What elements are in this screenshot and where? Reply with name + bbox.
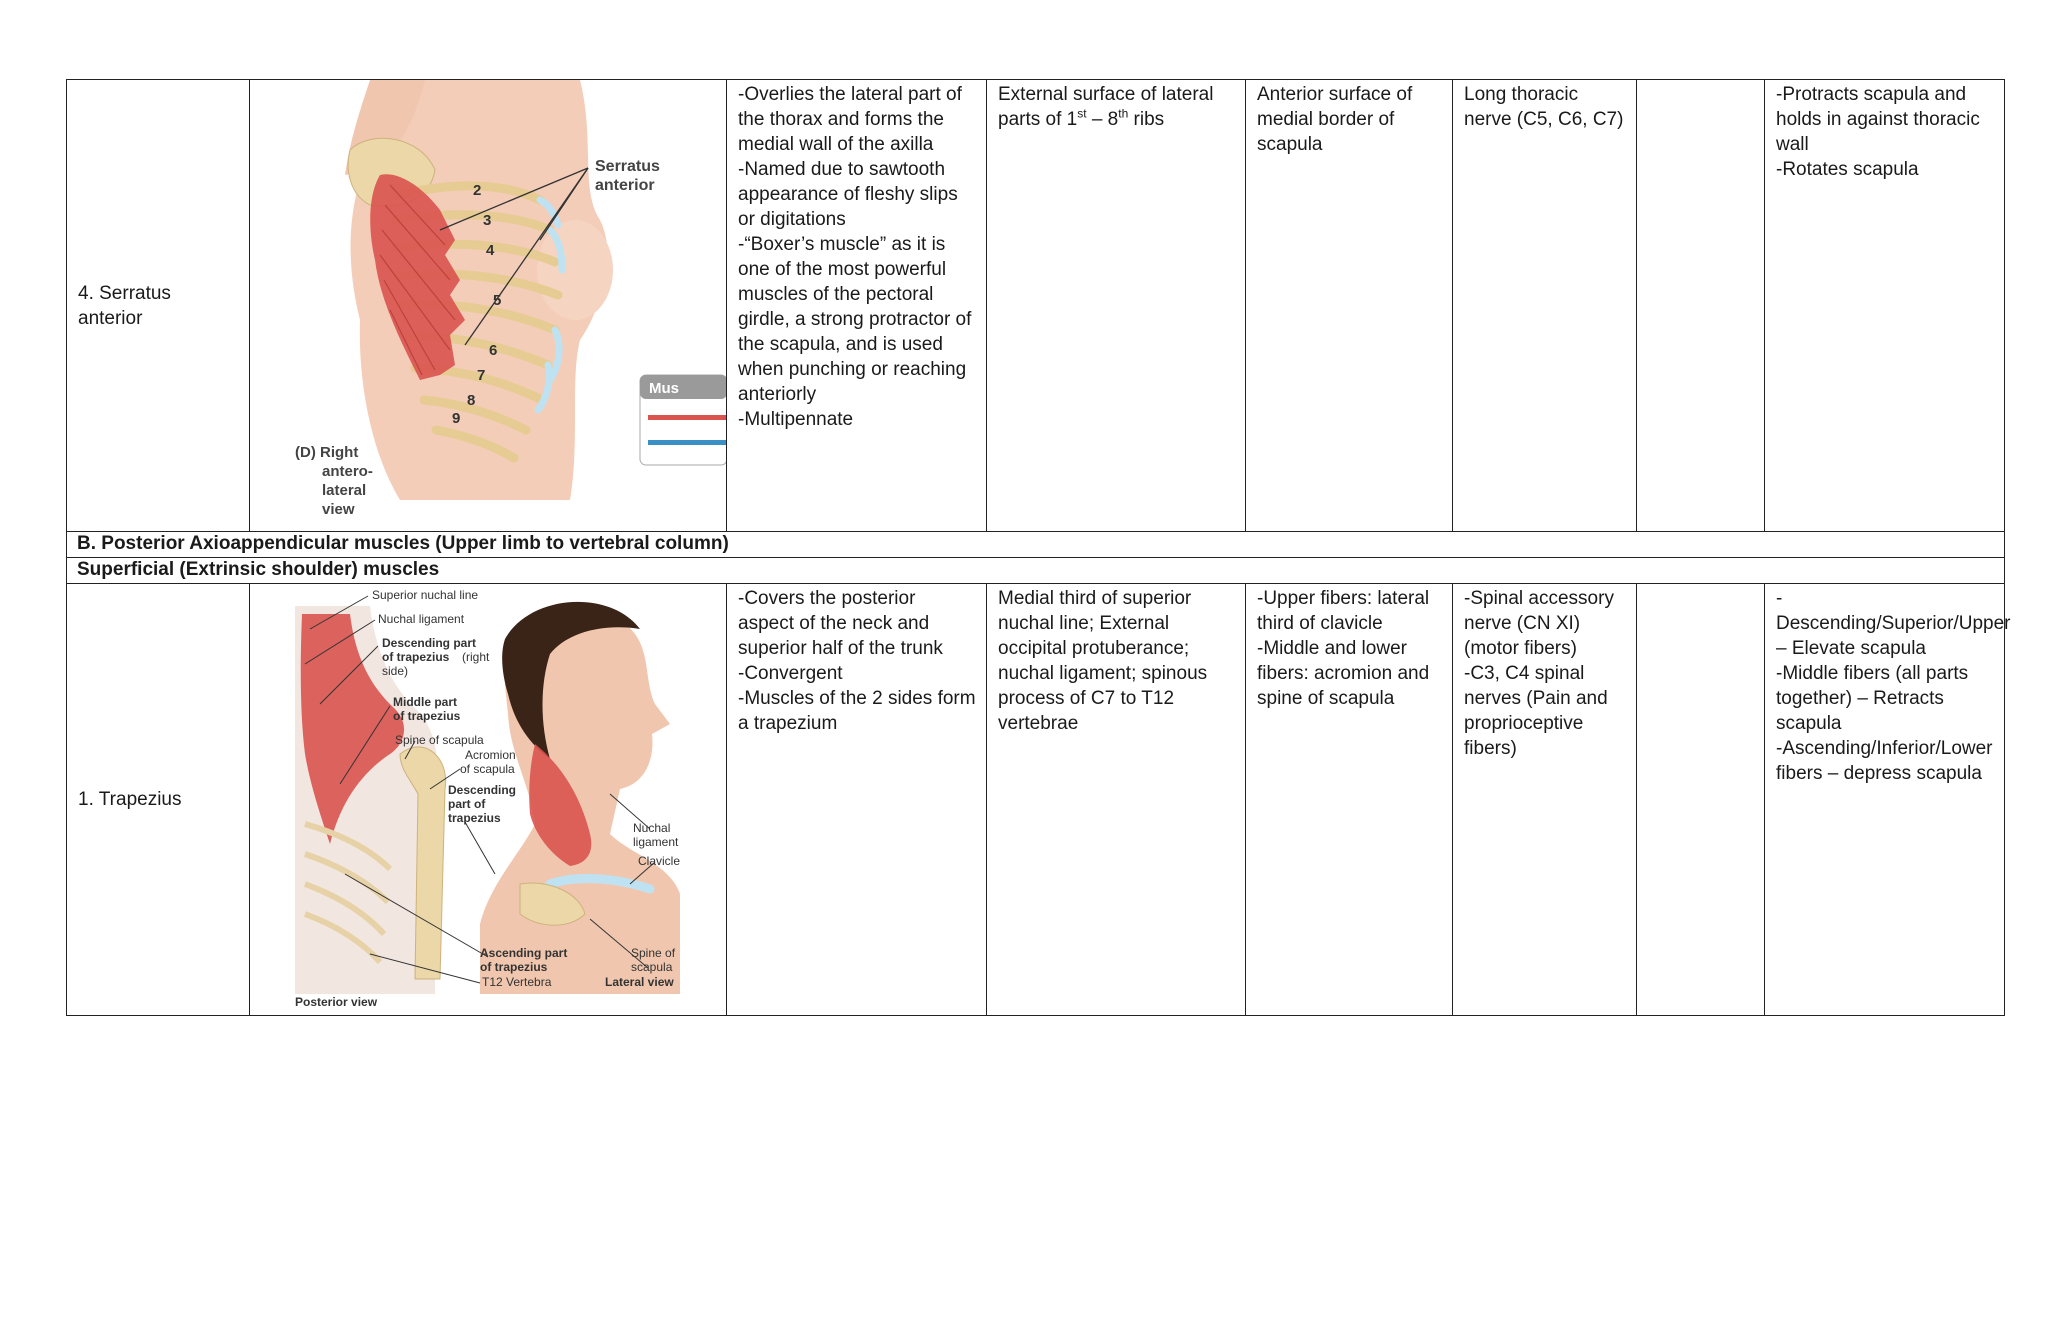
- innervation-line: -Spinal accessory nerve (CN XI) (motor fibers): [1464, 588, 1614, 659]
- insertion-line: -Middle and lower fibers: acromion and spine of scapula: [1257, 638, 1430, 709]
- description-line: -Convergent: [738, 663, 843, 684]
- label-descending-part-3: (right: [462, 650, 490, 664]
- label-nuchal2-1: Nuchal: [633, 821, 671, 835]
- label-middle-part-1: Middle part: [393, 695, 458, 709]
- trapezius-origin-cell: [987, 584, 1246, 1016]
- rib-number-5: 5: [493, 292, 502, 309]
- label-clavicle: Clavicle: [638, 854, 681, 868]
- description-line: -Covers the posterior aspect of the neck and superior half of the trunk: [738, 588, 943, 659]
- section-row: [67, 532, 2005, 558]
- label-t12: T12 Vertebra: [482, 975, 552, 989]
- label-descending2-2: part of: [448, 797, 486, 811]
- serratus-insertion-cell: [1246, 80, 1453, 532]
- description-line: -“Boxer’s muscle” as it is one of the most powerful muscles of the pectoral girdle, a strong protractor of the scapula, and is used when punching or reaching anteriorly: [738, 234, 972, 405]
- label-nuchal2-2: ligament: [633, 835, 679, 849]
- label-spine-of-scapula: Spine of scapula: [395, 733, 484, 747]
- serratus-origin-cell: [987, 80, 1246, 532]
- trapezius-figure: [250, 584, 727, 1015]
- table-row-serratus: [67, 80, 2005, 532]
- view-label-3: lateral: [322, 482, 367, 499]
- muscle-table: [66, 79, 2011, 1016]
- action-line: -Rotates scapula: [1776, 159, 1919, 180]
- label-posterior-view: Posterior view: [295, 995, 378, 1009]
- description-line: -Named due to sawtooth appearance of fleshy slips or digitations: [738, 159, 958, 230]
- innervation-line: -C3, C4 spinal nerves (Pain and proprioceptive fibers): [1464, 663, 1608, 759]
- trapezius-blank-cell: [1637, 584, 1765, 1016]
- rib-number-8: 8: [467, 392, 476, 409]
- legend-fragment-text: Mus: [649, 380, 679, 397]
- innervation-text: Long thoracic nerve (C5, C6, C7): [1464, 84, 1624, 130]
- serratus-innervation-cell: [1453, 80, 1637, 532]
- label-nuchal-ligament: Nuchal ligament: [378, 612, 465, 626]
- trapezius-figure-cell: [250, 584, 727, 1016]
- label-descending-part-4: side): [382, 664, 409, 678]
- serratus-callout-1: Serratus: [595, 158, 660, 175]
- action-line: -Descending/Superior/Upper – Elevate scapula: [1776, 588, 2011, 659]
- trapezius-description-cell: [727, 584, 987, 1016]
- description-line: -Muscles of the 2 sides form a trapezium: [738, 688, 976, 734]
- origin-text: Medial third of superior nuchal line; External occipital protuberance; nuchal ligament; spinous process of C7 to T12 vertebrae: [998, 588, 1208, 734]
- trapezius-insertion-cell: [1246, 584, 1453, 1016]
- label-acromion-2: of scapula: [460, 762, 515, 776]
- view-label-2: antero-: [322, 463, 373, 480]
- label-lateral-view: Lateral view: [605, 975, 674, 989]
- origin-sup: st: [1077, 106, 1087, 121]
- label-spine2-2: scapula: [631, 960, 673, 974]
- serratus-callout-2: anterior: [595, 177, 655, 194]
- action-line: -Ascending/Inferior/Lower fibers – depress scapula: [1776, 738, 1993, 784]
- trapezius-actions-cell: [1765, 584, 2011, 1016]
- description-line: -Overlies the lateral part of the thorax and forms the medial wall of the axilla: [738, 84, 962, 155]
- label-descending-part-1: Descending part: [382, 636, 477, 650]
- insertion-text: Anterior surface of medial border of scapula: [1257, 84, 1413, 155]
- label-ascending-2: of trapezius: [480, 960, 548, 974]
- description-line: -Multipennate: [738, 409, 854, 430]
- origin-text: External surface of lateral parts of 1: [998, 84, 1214, 130]
- section-b-title: B. Posterior Axioappendicular muscles (Upper limb to vertebral column): [67, 532, 2005, 558]
- muscle-name-cell: [67, 584, 250, 1016]
- origin-sup: th: [1118, 106, 1129, 121]
- rib-number-6: 6: [489, 342, 498, 359]
- label-spine2-1: Spine of: [631, 946, 676, 960]
- muscle-name: 4. Serratus anterior: [78, 282, 171, 329]
- action-line: -Middle fibers (all parts together) – Retracts scapula: [1776, 663, 1969, 734]
- label-superior-nuchal-line: Superior nuchal line: [372, 588, 479, 602]
- action-line: -Protracts scapula and holds in against thoracic wall: [1776, 84, 1980, 155]
- rib-number-7: 7: [477, 367, 486, 384]
- serratus-actions-cell: [1765, 80, 2005, 532]
- label-acromion-1: Acromion: [465, 748, 516, 762]
- label-descending2-3: trapezius: [448, 811, 501, 825]
- serratus-anterior-figure: [250, 80, 727, 531]
- rib-number-3: 3: [483, 212, 492, 229]
- rib-number-9: 9: [452, 410, 461, 427]
- view-label-1: (D) Right: [295, 444, 359, 461]
- serratus-figure-cell: [250, 80, 727, 532]
- serratus-blank-cell: [1637, 80, 1765, 532]
- breast: [537, 220, 613, 320]
- label-ascending-1: Ascending part: [480, 946, 568, 960]
- table-row-trapezius: [67, 584, 2005, 1016]
- origin-text: – 8: [1086, 109, 1119, 130]
- muscle-name: 1. Trapezius: [78, 789, 182, 810]
- legend-fragment: [640, 375, 727, 465]
- label-descending2-1: Descending: [448, 783, 517, 797]
- rib-number-4: 4: [486, 242, 495, 259]
- subsection-row: [67, 558, 2005, 584]
- label-descending-part-2: of trapezius: [382, 650, 450, 664]
- rib-number-2: 2: [473, 182, 482, 199]
- muscle-name-cell: [67, 80, 250, 532]
- trapezius-innervation-cell: [1453, 584, 1637, 1016]
- insertion-line: -Upper fibers: lateral third of clavicle: [1257, 588, 1430, 634]
- subsection-title: Superficial (Extrinsic shoulder) muscles: [67, 558, 2005, 584]
- serratus-description-cell: [727, 80, 987, 532]
- origin-text: ribs: [1128, 109, 1165, 130]
- label-middle-part-2: of trapezius: [393, 709, 461, 723]
- view-label-4: view: [322, 501, 355, 518]
